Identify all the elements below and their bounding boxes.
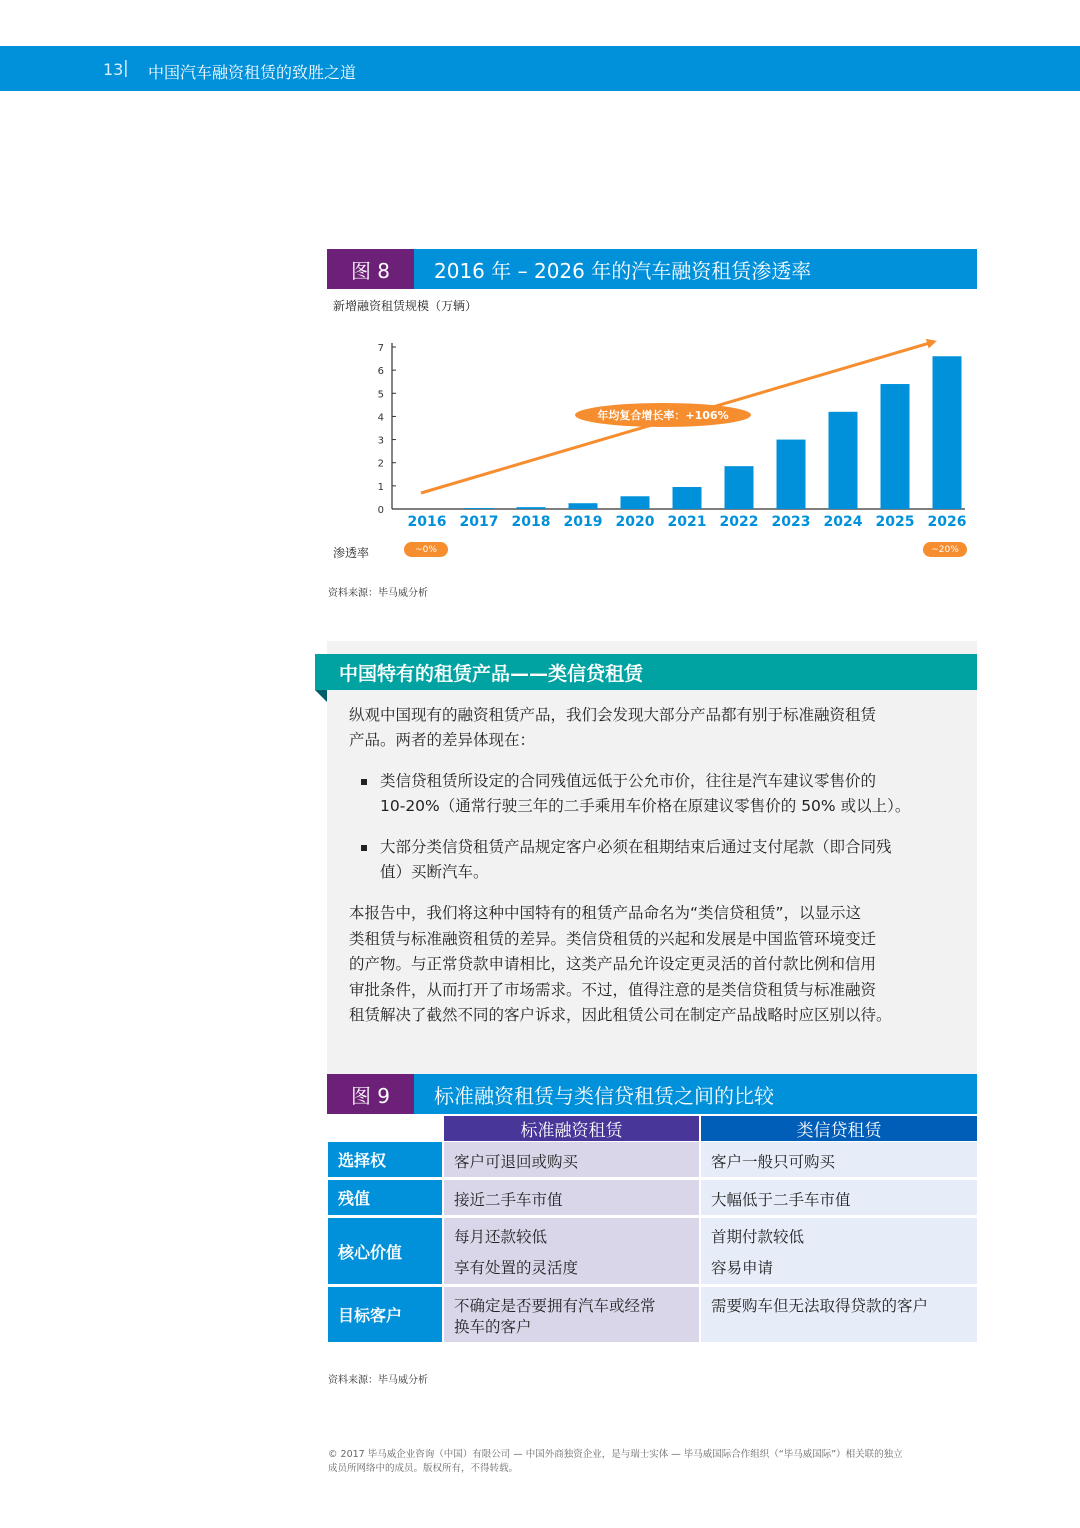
bar-2023	[777, 440, 806, 509]
table-cell	[444, 1218, 699, 1284]
cell-text: 换车的客户	[454, 1318, 532, 1336]
row-label-target-customer: 目标客户	[328, 1287, 442, 1342]
x-tick-label: 2018	[511, 514, 551, 530]
figure8-number: 图 8	[327, 249, 414, 289]
sidebar-intro-line: 产品。两者的差异体现在：	[349, 731, 536, 749]
bullet2-line: 值）买断汽车。	[380, 863, 489, 881]
figure9-number: 图 9	[327, 1074, 414, 1114]
cell-text: 不确定是否要拥有汽车或经常	[454, 1297, 656, 1315]
page-number-separator: |	[123, 58, 129, 78]
x-tick-label: 2024	[823, 514, 863, 530]
bar-2018	[517, 507, 546, 509]
y-tick-label: 2	[377, 458, 384, 470]
sidebar-paragraph-line: 类租赁与标准融资租赁的差异。类信贷租赁的兴起和发展是中国监管环境变迁	[349, 930, 877, 948]
y-tick-label: 1	[377, 481, 384, 493]
penetration-end-pill: ~20%	[923, 542, 967, 557]
y-tick-label: 7	[377, 343, 384, 354]
cell-text: 首期付款较低	[711, 1228, 805, 1246]
bar-2022	[725, 466, 754, 509]
sidebar-paragraph-line: 审批条件，从而打开了市场需求。不过，值得注意的是类信贷租赁与标准融资	[349, 981, 877, 999]
bar-2025	[881, 384, 910, 509]
figure8-title: 2016 年 – 2026 年的汽车融资租赁渗透率	[414, 249, 977, 289]
table-cell	[701, 1218, 977, 1284]
penetration-label: 渗透率	[333, 546, 370, 560]
copyright-line: 成员所网络中的成员。版权所有，不得转载。	[328, 1463, 519, 1474]
y-tick-label: 5	[377, 389, 384, 401]
x-tick-label: 2025	[875, 514, 915, 530]
sidebar-title: 中国特有的租赁产品——类信贷租赁	[315, 654, 977, 690]
y-tick-label: 4	[377, 412, 384, 424]
cell-text: 客户可退回或购买	[454, 1153, 579, 1171]
sidebar-paragraph-line: 租赁解决了截然不同的客户诉求，因此租赁公司在制定产品战略时应区别以待。	[349, 1006, 892, 1024]
cell-text: 需要购车但无法取得贷款的客户	[711, 1297, 929, 1315]
bullet1-line: 10-20%（通常行驶三年的二手乘用车价格在原建议零售价的 50% 或以上）。	[380, 797, 911, 815]
penetration-start-pill: ~0%	[404, 542, 448, 557]
table-cell	[444, 1142, 699, 1177]
col-header-standard: 标准融资租赁	[444, 1116, 699, 1141]
x-tick-label: 2021	[667, 514, 707, 530]
page-number: 13	[103, 60, 124, 79]
table-cell	[444, 1180, 699, 1215]
bullet-marker	[361, 845, 367, 851]
figure9-header	[327, 1074, 977, 1114]
figure8-source: 资料来源：毕马威分析	[328, 588, 428, 599]
y-tick-label: 6	[377, 366, 384, 378]
table-cell	[701, 1180, 977, 1215]
copyright-line: © 2017 毕马威企业咨询（中国）有限公司 — 中国外商独资企业，是与瑞士实体 — 毕马威国际合作组织（“毕马威国际”）相关联的独立	[328, 1449, 903, 1460]
bar-2026	[933, 356, 962, 509]
copyright-notice	[328, 1448, 978, 1476]
figure8-chart	[327, 330, 977, 535]
x-tick-label: 2020	[615, 514, 655, 530]
cell-text: 大幅低于二手车市值	[711, 1191, 851, 1209]
sidebar-paragraph-line: 本报告中，我们将这种中国特有的租赁产品命名为“类信贷租赁”，以显示这	[349, 904, 862, 922]
cell-text: 每月还款较低	[454, 1228, 548, 1246]
x-tick-label: 2019	[563, 514, 603, 530]
bar-2020	[621, 496, 650, 509]
table-cell	[444, 1287, 699, 1342]
cagr-label: 年均复合增长率：+106%	[597, 409, 729, 422]
bullet2-line: 大部分类信贷租赁产品规定客户必须在租期结束后通过支付尾款（即合同残	[380, 838, 892, 856]
sidebar-paragraph-line: 的产物。与正常贷款申请相比，这类产品允许设定更灵活的首付款比例和信用	[349, 955, 877, 973]
x-tick-label: 2017	[459, 514, 499, 530]
chart-y-axis-title: 新增融资租赁规模（万辆）	[333, 299, 478, 313]
cell-text: 享有处置的灵活度	[454, 1259, 579, 1277]
cell-text: 接近二手车市值	[454, 1191, 563, 1209]
figure9-source: 资料来源：毕马威分析	[328, 1375, 428, 1386]
x-tick-label: 2023	[771, 514, 811, 530]
col-header-quasi-credit: 类信贷租赁	[701, 1116, 977, 1141]
cell-text: 客户一般只可购买	[711, 1153, 836, 1171]
bar-2019	[569, 503, 598, 509]
bar-2017	[465, 508, 494, 509]
x-tick-label: 2026	[927, 514, 967, 530]
row-label-core-value: 核心价值	[328, 1218, 442, 1284]
y-tick-label: 3	[377, 435, 384, 447]
running-title: 中国汽车融资租赁的致胜之道	[148, 63, 357, 82]
x-tick-label: 2022	[719, 514, 759, 530]
bullet1-line: 类信贷租赁所设定的合同残值远低于公允市价，往往是汽车建议零售价的	[380, 772, 877, 790]
figure9-title: 标准融资租赁与类信贷租赁之间的比较	[414, 1074, 977, 1114]
figure8-header	[327, 249, 977, 289]
cell-text: 容易申请	[711, 1259, 774, 1277]
row-label-option: 选择权	[328, 1142, 442, 1177]
y-tick-label: 0	[377, 505, 384, 516]
sidebar-header-fold	[315, 690, 327, 702]
bar-2024	[829, 412, 858, 509]
row-label-residual: 残值	[328, 1180, 442, 1215]
bullet-marker	[361, 779, 367, 785]
table-cell	[701, 1142, 977, 1177]
bar-2021	[673, 487, 702, 509]
x-tick-label: 2016	[407, 514, 447, 530]
sidebar-intro-line: 纵观中国现有的融资租赁产品，我们会发现大部分产品都有别于标准融资租赁	[349, 706, 877, 724]
table-cell	[701, 1287, 977, 1342]
